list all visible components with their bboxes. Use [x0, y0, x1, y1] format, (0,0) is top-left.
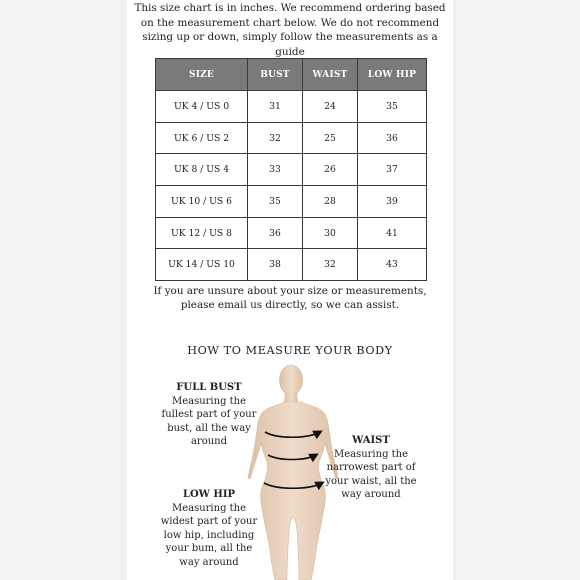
measurement-illustration — [127, 362, 453, 580]
full-bust-line: around — [190, 436, 228, 448]
low-hip-line: way around — [179, 556, 239, 568]
cell-low-hip: 43 — [358, 249, 427, 281]
waist-line: your waist, all the — [325, 475, 417, 487]
cell-size: UK 8 / US 4 — [156, 154, 248, 186]
intro-line: guide — [275, 45, 305, 58]
header-waist: WAIST — [303, 59, 358, 91]
low-hip-line: Measuring the — [171, 502, 247, 514]
full-bust-label — [159, 381, 259, 449]
cell-low-hip: 39 — [358, 186, 427, 218]
cell-waist: 25 — [303, 122, 358, 154]
full-bust-line: Measuring the — [171, 395, 247, 407]
low-hip-line: low hip, including — [163, 529, 255, 541]
cell-waist: 28 — [303, 186, 358, 218]
size-chart-table — [155, 58, 427, 281]
header-size: SIZE — [156, 59, 248, 91]
intro-text — [127, 1, 453, 59]
cell-size: UK 12 / US 8 — [156, 217, 248, 249]
outro-text — [127, 284, 453, 312]
table-row — [156, 122, 427, 154]
cell-size: UK 10 / US 6 — [156, 186, 248, 218]
how-to-measure-title: HOW TO MEASURE YOUR BODY — [187, 344, 393, 357]
header-bust: BUST — [248, 59, 303, 91]
cell-low-hip: 35 — [358, 91, 427, 123]
cell-waist: 30 — [303, 217, 358, 249]
full-bust-title: FULL BUST — [176, 382, 242, 393]
table-row — [156, 249, 427, 281]
outro-line: please email us directly, so we can assist. — [180, 299, 400, 311]
full-bust-line: bust, all the way — [167, 422, 251, 434]
table-row — [156, 154, 427, 186]
cell-size: UK 14 / US 10 — [156, 249, 248, 281]
low-hip-label — [159, 488, 259, 570]
intro-line: sizing up or down, simply follow the measurements as a — [142, 31, 438, 43]
cell-waist: 24 — [303, 91, 358, 123]
low-hip-line: widest part of your — [160, 516, 258, 528]
intro-line: on the measurement chart below. We do not recommend — [140, 16, 440, 29]
table-row — [156, 91, 427, 123]
waist-line: narrowest part of — [326, 462, 416, 474]
cell-bust: 35 — [248, 186, 303, 218]
intro-line: This size chart is in inches. We recommend ordering based — [134, 2, 446, 14]
cell-low-hip: 36 — [358, 122, 427, 154]
table-row — [156, 217, 427, 249]
cell-bust: 33 — [248, 154, 303, 186]
cell-waist: 32 — [303, 249, 358, 281]
waist-line: Measuring the — [333, 448, 409, 460]
header-low-hip: LOW HIP — [358, 59, 427, 91]
waist-label — [321, 434, 421, 502]
waist-title: WAIST — [352, 435, 390, 446]
table-header-row — [156, 59, 427, 91]
cell-bust: 31 — [248, 91, 303, 123]
cell-size: UK 4 / US 0 — [156, 91, 248, 123]
cell-low-hip: 37 — [358, 154, 427, 186]
waist-line: way around — [341, 489, 401, 501]
table-row — [156, 186, 427, 218]
cell-bust: 32 — [248, 122, 303, 154]
cell-low-hip: 41 — [358, 217, 427, 249]
cell-waist: 26 — [303, 154, 358, 186]
size-guide-sheet — [127, 0, 453, 580]
full-bust-line: fullest part of your — [161, 409, 257, 421]
cell-bust: 36 — [248, 217, 303, 249]
cell-bust: 38 — [248, 249, 303, 281]
outro-line: If you are unsure about your size or measurements, — [153, 285, 427, 297]
low-hip-title: LOW HIP — [182, 489, 236, 500]
low-hip-line: your bum, all the — [165, 543, 253, 555]
cell-size: UK 6 / US 2 — [156, 122, 248, 154]
